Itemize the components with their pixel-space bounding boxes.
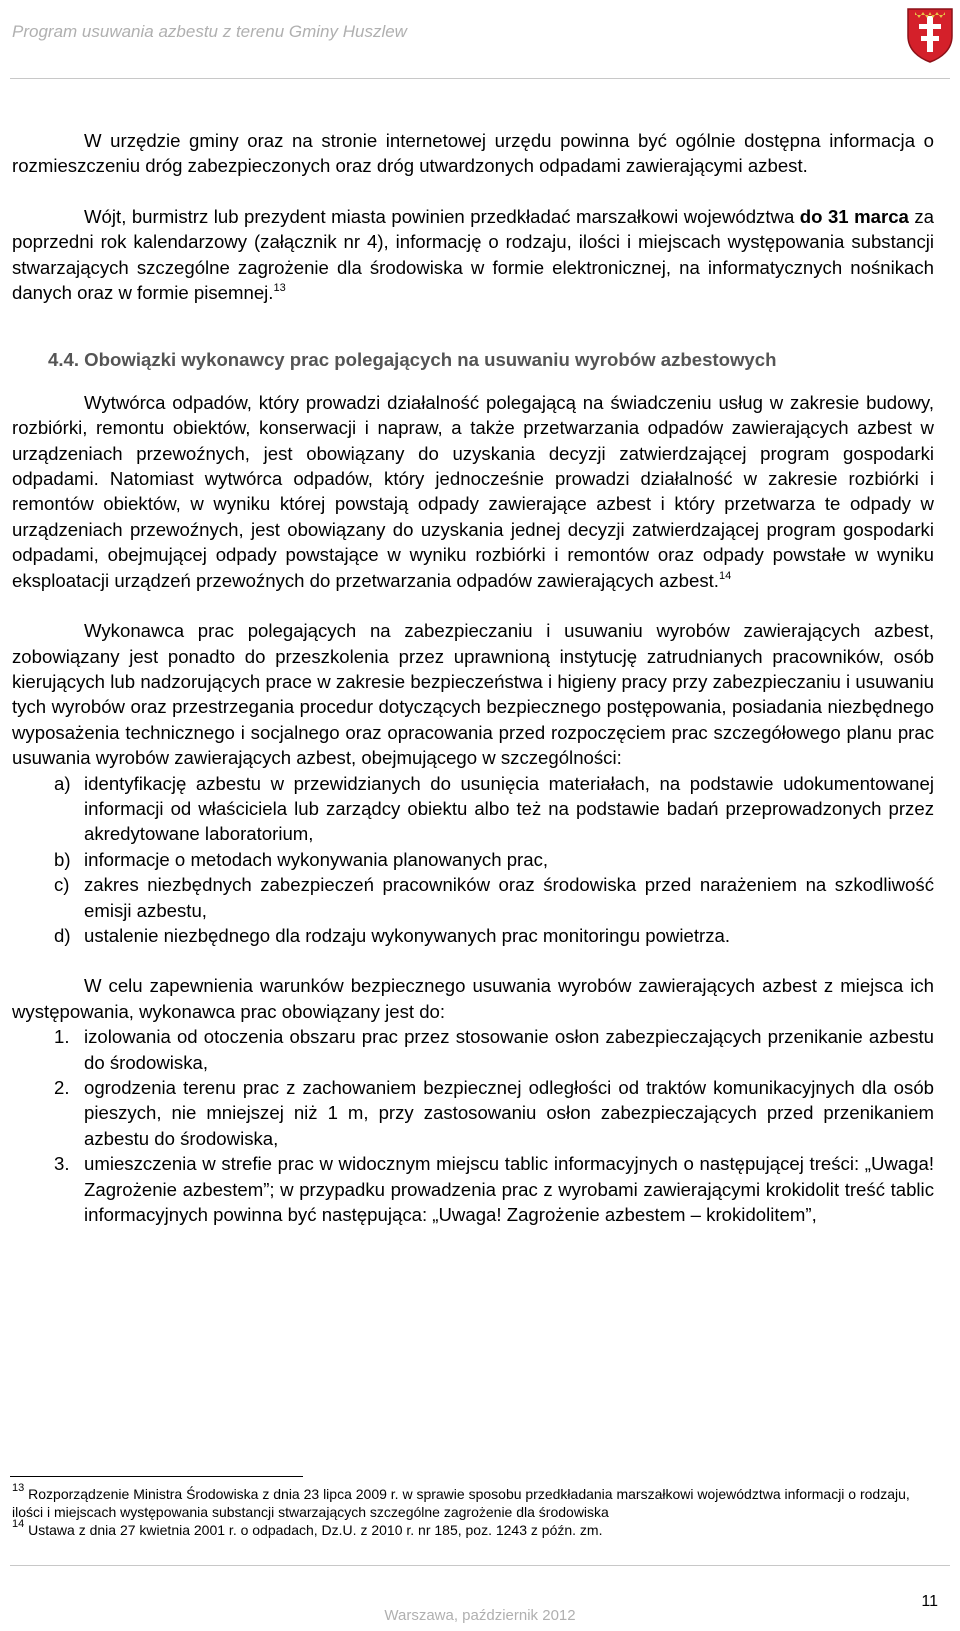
paragraph [12,204,934,306]
footer-text: Warszawa, październik 2012 [384,1607,576,1624]
list-item-text: ogrodzenia terenu prac z zachowaniem bezpiecznej odległości od traktów komunikacyjnych dla osób pieszych, nie mniejszej niż 1 m, przy zastosowaniu osłon zabezpieczających przed przenikaniem azbestu do środowiska, [84,1077,934,1149]
footnote-separator [10,1476,303,1477]
footnote-text: Rozporządzenie Ministra Środowiska z dnia 23 lipca 2009 r. w sprawie sposobu przedkładania marszałkowi województwa informacji o rodzaju, ilości i miejscach występowania substancji stwarzających szczególne zagrożenie dla środowiska [12,1486,910,1520]
footnote [12,1518,934,1539]
list-item-text: informacje o metodach wykonywania planowanych prac, [84,848,549,870]
footnote-ref[interactable]: 13 [273,282,286,295]
list-item-text: umieszczenia w strefie prac w widocznym miejscu tablic informacyjnych o następującej treści: „Uwaga! Zagrożenie azbestem”; w przypadku prowadzenia prac z wyrobami zawierającymi krokidolit treść tablic informacyjnych powinna być następująca: „Uwaga! Zagrożenie azbestem – krokidolitem”, [84,1153,934,1226]
list-item [12,847,934,872]
text-run: za poprzedni rok kalendarzowy (załącznik nr 4), informację o rodzaju, ilości i miejscach występowania substancji stwarzających szczególne zagrożenie dla środowiska w formie elektronicznej, na informatycznych nośnikach danych oraz w formie pisemnej. [12,205,934,304]
obligations-list [12,1024,934,1227]
list-item-text: izolowania od otoczenia obszaru prac przez stosowanie osłon zabezpieczających przenikanie azbestu do środowiska, [84,1026,934,1073]
footnote-number: 14 [12,1518,25,1530]
list-item [12,771,934,847]
paragraph: Wykonawca prac polegających na zabezpieczaniu i usuwaniu wyrobów zawierających azbest, zobowiązany jest ponadto do przeszkolenia przez uprawnioną instytucję zatrudnianych pracowników, osób kierujących lub nadzorujących prace w zakresie bezpieczeństwa i higieny pracy przy zabezpieczaniu i usuwaniu tych wyrobów oraz przestrzegania procedur dotyczących bezpiecznego postępowania, posiadania niezbędnego wyposażenia technicznego i socjalnego oraz opracowania przed rozpoczęciem prac szczegółowego planu prac usuwania wyrobów zawierających azbest, obejmującego w szczególności: [12,620,934,769]
footnote-ref[interactable]: 14 [718,569,732,582]
scope-list [12,771,934,949]
document-body [12,128,934,1227]
footnote-text: Ustawa z dnia 27 kwietnia 2001 r. o odpadach, Dz.U. z 2010 r. nr 185, poz. 1243 z późn. zm. [24,1522,603,1538]
coat-of-arms-icon [905,6,955,64]
deadline-bold: do 31 marca [799,205,909,227]
list-item [12,1024,934,1075]
list-marker: 3. [54,1153,70,1175]
section-heading: 4.4. Obowiązki wykonawcy prac polegających na usuwaniu wyrobów azbestowych [48,349,777,371]
footer-divider [10,1565,950,1566]
text-run: Wytwórca odpadów, który prowadzi działalność polegającą na świadczeniu usług w zakresie budowy, rozbiórki, remontu obiektów, konserwacji i napraw, a także przetwarzania odpadów zawierających azbest w urządzeniach przewoźnych, jest obowiązany do uzyskania decyzji zatwierdzającej program gospodarki odpadami. Natomiast wytwórca odpadów, który jednocześnie prowadzi działalność w zakresie rozbiórki i remontów obiektów, w wyniku której powstają odpady zawierające azbest i który przetwarza te odpady w urządzeniach przewoźnych, jest obowiązany do uzyskania jednej decyzji zatwierdzającej program gospodarki odpadami, obejmującej odpady powstające w wyniku rozbiórki i remontów oraz odpady powstałe w wyniku eksploatacji urządzeń przewoźnych do przetwarzania odpadów zawierających azbest. [12,391,934,591]
paragraph [12,390,934,593]
list-item-text: ustalenie niezbędnego dla rodzaju wykonywanych prac monitoringu powietrza. [84,924,730,946]
footnote-number: 13 [12,1482,25,1494]
list-item-text: zakres niezbędnych zabezpieczeń pracowników oraz środowiska przed narażeniem na szkodliwość emisji azbestu, [84,874,934,921]
list-item [12,1075,934,1151]
text-run: Wójt, burmistrz lub prezydent miasta powinien przedkładać marszałkowi województwa [84,205,800,227]
paragraph: W celu zapewnienia warunków bezpiecznego usuwania wyrobów zawierających azbest z miejsca ich występowania, wykonawca prac obowiązany jest do: [12,975,934,1022]
footnote [12,1482,934,1521]
list-item [12,923,934,948]
list-marker: b) [54,848,71,870]
list-item [12,1151,934,1227]
list-marker: d) [54,924,71,946]
list-marker: a) [54,772,71,794]
list-marker: 1. [54,1026,70,1048]
list-marker: c) [54,874,70,896]
list-marker: 2. [54,1077,70,1098]
footnotes [12,1482,934,1539]
page-number: 11 [921,1593,938,1610]
list-item-text: identyfikację azbestu w przewidzianych do usunięcia materiałach, na podstawie udokumentowanej informacji od właściciela lub zarządcy obiektu albo też na podstawie badań przeprowadzonych przez akredytowane laboratorium, [84,772,934,845]
paragraph: W urzędzie gminy oraz na stronie internetowej urzędu powinna być ogólnie dostępna informacja o rozmieszczeniu dróg zabezpieczonych oraz dróg utwardzonych odpadami zawierającymi azbest. [12,130,934,177]
list-item [12,872,934,923]
header-title: Program usuwania azbestu z terenu Gminy Huszlew [12,22,407,41]
header-divider [10,78,950,79]
